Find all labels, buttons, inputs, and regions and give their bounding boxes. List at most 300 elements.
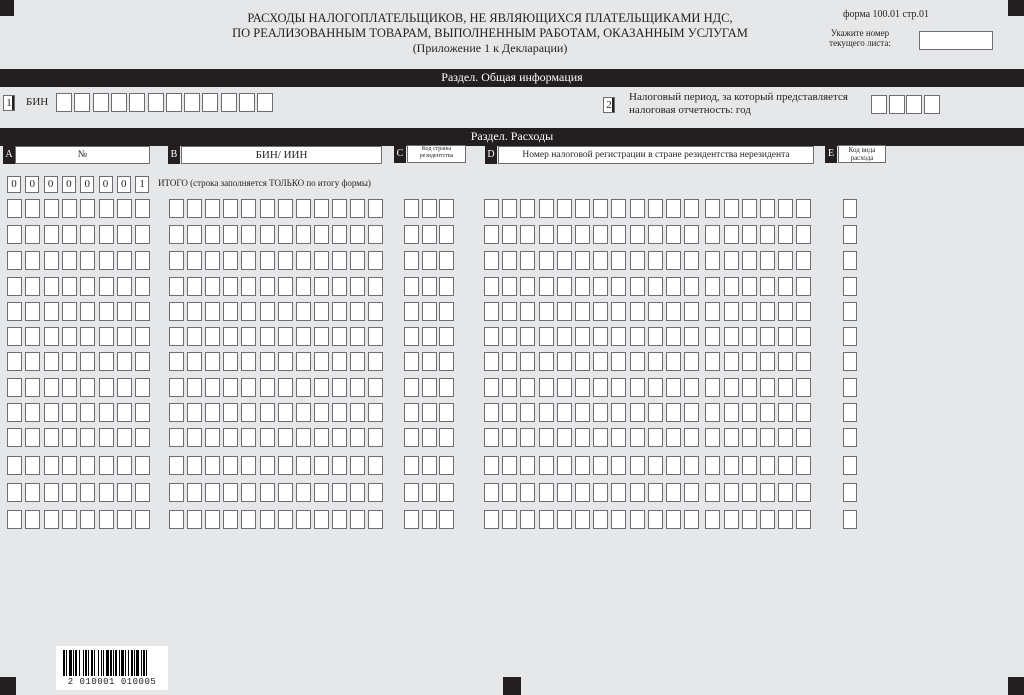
tax-reg-number-cell[interactable] bbox=[575, 277, 590, 296]
tax-reg-number-cell[interactable] bbox=[796, 327, 811, 346]
tax-reg-number-cell[interactable] bbox=[557, 251, 572, 270]
tax-reg-number-cell[interactable] bbox=[520, 302, 535, 321]
tax-reg-number-cell[interactable] bbox=[796, 510, 811, 529]
country-code-cell[interactable] bbox=[422, 483, 437, 502]
bin-iin-cell[interactable] bbox=[368, 327, 383, 346]
tax-reg-number-cell[interactable] bbox=[796, 403, 811, 422]
row-number-cell[interactable] bbox=[80, 403, 95, 422]
bin-iin-cell[interactable] bbox=[187, 403, 202, 422]
row-number-cell[interactable] bbox=[62, 199, 77, 218]
country-code-cell[interactable] bbox=[439, 277, 454, 296]
tax-reg-number-cell[interactable] bbox=[705, 251, 720, 270]
bin-iin-cell[interactable] bbox=[223, 277, 238, 296]
tax-reg-number-cell[interactable] bbox=[630, 199, 645, 218]
expense-type-cell[interactable] bbox=[843, 277, 857, 296]
bin-iin-cell[interactable] bbox=[368, 403, 383, 422]
bin-digit-cell[interactable] bbox=[239, 93, 255, 112]
row-number-cell[interactable] bbox=[7, 510, 22, 529]
tax-reg-number-cell[interactable] bbox=[557, 378, 572, 397]
row-number-cell[interactable] bbox=[62, 456, 77, 475]
country-code-cell[interactable] bbox=[422, 302, 437, 321]
bin-iin-cell[interactable] bbox=[278, 428, 293, 447]
tax-reg-number-cell[interactable] bbox=[648, 428, 663, 447]
bin-iin-cell[interactable] bbox=[332, 352, 347, 371]
tax-reg-number-cell[interactable] bbox=[666, 225, 681, 244]
bin-iin-cell[interactable] bbox=[260, 428, 275, 447]
row-number-cell[interactable] bbox=[80, 199, 95, 218]
tax-reg-number-cell[interactable] bbox=[575, 199, 590, 218]
bin-iin-cell[interactable] bbox=[223, 251, 238, 270]
tax-reg-number-cell[interactable] bbox=[724, 277, 739, 296]
tax-reg-number-cell[interactable] bbox=[778, 428, 793, 447]
tax-reg-number-cell[interactable] bbox=[724, 225, 739, 244]
country-code-cell[interactable] bbox=[439, 403, 454, 422]
row-number-cell[interactable] bbox=[62, 352, 77, 371]
tax-reg-number-cell[interactable] bbox=[724, 327, 739, 346]
country-code-cell[interactable] bbox=[422, 428, 437, 447]
tax-reg-number-cell[interactable] bbox=[593, 225, 608, 244]
country-code-cell[interactable] bbox=[422, 277, 437, 296]
row-number-cell[interactable] bbox=[62, 225, 77, 244]
row-number-cell[interactable] bbox=[135, 456, 150, 475]
tax-reg-number-cell[interactable] bbox=[778, 403, 793, 422]
tax-reg-number-cell[interactable] bbox=[502, 403, 517, 422]
bin-iin-cell[interactable] bbox=[332, 378, 347, 397]
bin-iin-cell[interactable] bbox=[314, 225, 329, 244]
tax-reg-number-cell[interactable] bbox=[760, 199, 775, 218]
tax-reg-number-cell[interactable] bbox=[705, 428, 720, 447]
bin-iin-cell[interactable] bbox=[241, 302, 256, 321]
tax-reg-number-cell[interactable] bbox=[796, 225, 811, 244]
row-number-cell[interactable] bbox=[135, 277, 150, 296]
tax-reg-number-cell[interactable] bbox=[484, 225, 499, 244]
sheet-number-input[interactable] bbox=[919, 31, 993, 50]
expense-type-cell[interactable] bbox=[843, 428, 857, 447]
tax-reg-number-cell[interactable] bbox=[778, 378, 793, 397]
row-number-cell[interactable] bbox=[80, 302, 95, 321]
country-code-cell[interactable] bbox=[422, 199, 437, 218]
tax-reg-number-cell[interactable] bbox=[539, 456, 554, 475]
row-number-cell[interactable] bbox=[99, 483, 114, 502]
tax-reg-number-cell[interactable] bbox=[557, 428, 572, 447]
bin-iin-cell[interactable] bbox=[296, 403, 311, 422]
tax-reg-number-cell[interactable] bbox=[742, 302, 757, 321]
expense-type-cell[interactable] bbox=[843, 483, 857, 502]
tax-reg-number-cell[interactable] bbox=[796, 352, 811, 371]
tax-reg-number-cell[interactable] bbox=[557, 483, 572, 502]
row-number-cell[interactable] bbox=[7, 225, 22, 244]
bin-digit-cell[interactable] bbox=[166, 93, 182, 112]
tax-reg-number-cell[interactable] bbox=[648, 251, 663, 270]
tax-reg-number-cell[interactable] bbox=[520, 199, 535, 218]
tax-reg-number-cell[interactable] bbox=[684, 403, 699, 422]
tax-reg-number-cell[interactable] bbox=[666, 483, 681, 502]
tax-reg-number-cell[interactable] bbox=[684, 483, 699, 502]
tax-reg-number-cell[interactable] bbox=[575, 327, 590, 346]
tax-reg-number-cell[interactable] bbox=[724, 428, 739, 447]
tax-reg-number-cell[interactable] bbox=[666, 251, 681, 270]
bin-iin-cell[interactable] bbox=[205, 510, 220, 529]
row-number-cell[interactable] bbox=[7, 327, 22, 346]
tax-reg-number-cell[interactable] bbox=[630, 352, 645, 371]
row-number-cell[interactable] bbox=[117, 510, 132, 529]
bin-iin-cell[interactable] bbox=[278, 456, 293, 475]
bin-digit-cell[interactable] bbox=[56, 93, 72, 112]
tax-reg-number-cell[interactable] bbox=[666, 327, 681, 346]
tax-reg-number-cell[interactable] bbox=[648, 510, 663, 529]
bin-iin-cell[interactable] bbox=[223, 378, 238, 397]
row-number-cell[interactable] bbox=[117, 456, 132, 475]
bin-iin-cell[interactable] bbox=[187, 456, 202, 475]
tax-reg-number-cell[interactable] bbox=[575, 378, 590, 397]
country-code-cell[interactable] bbox=[404, 428, 419, 447]
tax-reg-number-cell[interactable] bbox=[724, 378, 739, 397]
tax-reg-number-cell[interactable] bbox=[684, 302, 699, 321]
bin-iin-cell[interactable] bbox=[278, 277, 293, 296]
tax-reg-number-cell[interactable] bbox=[630, 277, 645, 296]
bin-iin-cell[interactable] bbox=[296, 225, 311, 244]
bin-iin-cell[interactable] bbox=[332, 483, 347, 502]
tax-reg-number-cell[interactable] bbox=[611, 327, 626, 346]
country-code-cell[interactable] bbox=[404, 327, 419, 346]
bin-iin-cell[interactable] bbox=[169, 403, 184, 422]
tax-reg-number-cell[interactable] bbox=[557, 277, 572, 296]
bin-iin-cell[interactable] bbox=[169, 456, 184, 475]
row-number-cell[interactable] bbox=[99, 428, 114, 447]
tax-reg-number-cell[interactable] bbox=[611, 277, 626, 296]
tax-reg-number-cell[interactable] bbox=[593, 352, 608, 371]
bin-iin-cell[interactable] bbox=[241, 327, 256, 346]
tax-reg-number-cell[interactable] bbox=[539, 403, 554, 422]
bin-iin-cell[interactable] bbox=[260, 456, 275, 475]
bin-iin-cell[interactable] bbox=[368, 277, 383, 296]
bin-iin-cell[interactable] bbox=[296, 302, 311, 321]
bin-iin-cell[interactable] bbox=[278, 378, 293, 397]
row-number-cell[interactable] bbox=[80, 483, 95, 502]
tax-reg-number-cell[interactable] bbox=[502, 483, 517, 502]
tax-reg-number-cell[interactable] bbox=[630, 510, 645, 529]
bin-iin-cell[interactable] bbox=[205, 199, 220, 218]
bin-iin-cell[interactable] bbox=[278, 352, 293, 371]
bin-iin-cell[interactable] bbox=[332, 199, 347, 218]
tax-reg-number-cell[interactable] bbox=[630, 327, 645, 346]
tax-reg-number-cell[interactable] bbox=[539, 510, 554, 529]
tax-reg-number-cell[interactable] bbox=[539, 352, 554, 371]
tax-reg-number-cell[interactable] bbox=[502, 378, 517, 397]
bin-iin-cell[interactable] bbox=[332, 302, 347, 321]
bin-iin-cell[interactable] bbox=[278, 510, 293, 529]
bin-iin-cell[interactable] bbox=[205, 403, 220, 422]
bin-iin-cell[interactable] bbox=[296, 428, 311, 447]
tax-reg-number-cell[interactable] bbox=[796, 199, 811, 218]
tax-reg-number-cell[interactable] bbox=[611, 428, 626, 447]
tax-reg-number-cell[interactable] bbox=[575, 428, 590, 447]
bin-iin-cell[interactable] bbox=[332, 403, 347, 422]
country-code-cell[interactable] bbox=[404, 225, 419, 244]
bin-iin-cell[interactable] bbox=[368, 199, 383, 218]
bin-iin-cell[interactable] bbox=[260, 378, 275, 397]
bin-iin-cell[interactable] bbox=[296, 352, 311, 371]
bin-digit-cell[interactable] bbox=[111, 93, 127, 112]
bin-iin-cell[interactable] bbox=[278, 302, 293, 321]
row-number-cell[interactable] bbox=[7, 378, 22, 397]
tax-reg-number-cell[interactable] bbox=[648, 378, 663, 397]
tax-reg-number-cell[interactable] bbox=[778, 199, 793, 218]
row-number-cell[interactable] bbox=[25, 199, 40, 218]
bin-iin-cell[interactable] bbox=[368, 456, 383, 475]
bin-iin-cell[interactable] bbox=[205, 327, 220, 346]
tax-reg-number-cell[interactable] bbox=[724, 483, 739, 502]
row-number-cell[interactable] bbox=[80, 352, 95, 371]
year-input[interactable] bbox=[871, 95, 943, 115]
row-number-cell[interactable] bbox=[25, 251, 40, 270]
bin-iin-cell[interactable] bbox=[314, 483, 329, 502]
tax-reg-number-cell[interactable] bbox=[796, 277, 811, 296]
tax-reg-number-cell[interactable] bbox=[539, 225, 554, 244]
bin-iin-cell[interactable] bbox=[296, 327, 311, 346]
bin-iin-cell[interactable] bbox=[187, 510, 202, 529]
expense-type-cell[interactable] bbox=[843, 225, 857, 244]
tax-reg-number-cell[interactable] bbox=[742, 510, 757, 529]
row-number-cell[interactable] bbox=[25, 225, 40, 244]
row-number-cell[interactable] bbox=[25, 352, 40, 371]
tax-reg-number-cell[interactable] bbox=[648, 456, 663, 475]
row-number-cell[interactable] bbox=[135, 403, 150, 422]
row-number-cell[interactable] bbox=[44, 456, 59, 475]
row-number-cell[interactable] bbox=[44, 225, 59, 244]
tax-reg-number-cell[interactable] bbox=[539, 277, 554, 296]
tax-reg-number-cell[interactable] bbox=[684, 225, 699, 244]
bin-iin-cell[interactable] bbox=[368, 428, 383, 447]
tax-reg-number-cell[interactable] bbox=[520, 251, 535, 270]
bin-iin-cell[interactable] bbox=[296, 199, 311, 218]
tax-reg-number-cell[interactable] bbox=[557, 510, 572, 529]
row-number-cell[interactable] bbox=[117, 225, 132, 244]
tax-reg-number-cell[interactable] bbox=[684, 199, 699, 218]
bin-iin-cell[interactable] bbox=[223, 327, 238, 346]
bin-digit-cell[interactable] bbox=[148, 93, 164, 112]
country-code-cell[interactable] bbox=[439, 327, 454, 346]
tax-reg-number-cell[interactable] bbox=[557, 225, 572, 244]
country-code-cell[interactable] bbox=[439, 302, 454, 321]
tax-reg-number-cell[interactable] bbox=[593, 251, 608, 270]
row-number-cell[interactable] bbox=[7, 483, 22, 502]
row-number-cell[interactable] bbox=[135, 428, 150, 447]
bin-iin-cell[interactable] bbox=[368, 352, 383, 371]
bin-iin-cell[interactable] bbox=[260, 302, 275, 321]
tax-reg-number-cell[interactable] bbox=[684, 352, 699, 371]
row-number-cell[interactable] bbox=[44, 251, 59, 270]
row-number-cell[interactable] bbox=[117, 199, 132, 218]
country-code-cell[interactable] bbox=[422, 251, 437, 270]
tax-reg-number-cell[interactable] bbox=[684, 510, 699, 529]
tax-reg-number-cell[interactable] bbox=[520, 327, 535, 346]
tax-reg-number-cell[interactable] bbox=[502, 277, 517, 296]
tax-reg-number-cell[interactable] bbox=[539, 327, 554, 346]
bin-iin-cell[interactable] bbox=[350, 510, 365, 529]
bin-iin-cell[interactable] bbox=[368, 483, 383, 502]
row-number-cell[interactable] bbox=[80, 378, 95, 397]
tax-reg-number-cell[interactable] bbox=[630, 225, 645, 244]
bin-iin-cell[interactable] bbox=[314, 456, 329, 475]
country-code-cell[interactable] bbox=[404, 510, 419, 529]
row-number-cell[interactable] bbox=[44, 302, 59, 321]
bin-iin-cell[interactable] bbox=[314, 302, 329, 321]
bin-iin-cell[interactable] bbox=[223, 225, 238, 244]
row-number-cell[interactable] bbox=[135, 327, 150, 346]
bin-iin-cell[interactable] bbox=[223, 483, 238, 502]
bin-iin-cell[interactable] bbox=[205, 225, 220, 244]
tax-reg-number-cell[interactable] bbox=[484, 251, 499, 270]
row-number-cell[interactable] bbox=[62, 251, 77, 270]
bin-iin-cell[interactable] bbox=[241, 251, 256, 270]
tax-reg-number-cell[interactable] bbox=[593, 378, 608, 397]
bin-iin-cell[interactable] bbox=[223, 403, 238, 422]
bin-iin-cell[interactable] bbox=[205, 378, 220, 397]
tax-reg-number-cell[interactable] bbox=[520, 456, 535, 475]
bin-iin-cell[interactable] bbox=[332, 456, 347, 475]
bin-iin-cell[interactable] bbox=[260, 510, 275, 529]
bin-iin-cell[interactable] bbox=[241, 456, 256, 475]
tax-reg-number-cell[interactable] bbox=[575, 510, 590, 529]
tax-reg-number-cell[interactable] bbox=[705, 352, 720, 371]
country-code-cell[interactable] bbox=[439, 225, 454, 244]
tax-reg-number-cell[interactable] bbox=[760, 428, 775, 447]
row-number-cell[interactable] bbox=[25, 403, 40, 422]
bin-iin-cell[interactable] bbox=[241, 225, 256, 244]
tax-reg-number-cell[interactable] bbox=[484, 352, 499, 371]
tax-reg-number-cell[interactable] bbox=[539, 199, 554, 218]
bin-iin-cell[interactable] bbox=[350, 378, 365, 397]
bin-iin-cell[interactable] bbox=[241, 428, 256, 447]
tax-reg-number-cell[interactable] bbox=[630, 251, 645, 270]
row-number-cell[interactable] bbox=[44, 352, 59, 371]
bin-iin-cell[interactable] bbox=[350, 199, 365, 218]
tax-reg-number-cell[interactable] bbox=[684, 428, 699, 447]
bin-iin-cell[interactable] bbox=[223, 302, 238, 321]
expense-type-cell[interactable] bbox=[843, 199, 857, 218]
tax-reg-number-cell[interactable] bbox=[778, 251, 793, 270]
tax-reg-number-cell[interactable] bbox=[593, 302, 608, 321]
bin-iin-cell[interactable] bbox=[278, 225, 293, 244]
tax-reg-number-cell[interactable] bbox=[648, 352, 663, 371]
tax-reg-number-cell[interactable] bbox=[648, 302, 663, 321]
tax-reg-number-cell[interactable] bbox=[648, 225, 663, 244]
row-number-cell[interactable] bbox=[62, 327, 77, 346]
tax-reg-number-cell[interactable] bbox=[502, 456, 517, 475]
country-code-cell[interactable] bbox=[404, 378, 419, 397]
row-number-cell[interactable] bbox=[99, 199, 114, 218]
tax-reg-number-cell[interactable] bbox=[611, 199, 626, 218]
year-digit-cell[interactable] bbox=[889, 95, 905, 114]
tax-reg-number-cell[interactable] bbox=[796, 251, 811, 270]
tax-reg-number-cell[interactable] bbox=[575, 352, 590, 371]
bin-iin-cell[interactable] bbox=[350, 456, 365, 475]
row-number-cell[interactable] bbox=[62, 403, 77, 422]
tax-reg-number-cell[interactable] bbox=[630, 403, 645, 422]
tax-reg-number-cell[interactable] bbox=[742, 327, 757, 346]
country-code-cell[interactable] bbox=[439, 483, 454, 502]
row-number-cell[interactable] bbox=[117, 251, 132, 270]
tax-reg-number-cell[interactable] bbox=[742, 199, 757, 218]
tax-reg-number-cell[interactable] bbox=[684, 378, 699, 397]
bin-iin-cell[interactable] bbox=[278, 327, 293, 346]
row-number-cell[interactable] bbox=[80, 277, 95, 296]
tax-reg-number-cell[interactable] bbox=[705, 327, 720, 346]
bin-iin-cell[interactable] bbox=[278, 199, 293, 218]
bin-iin-cell[interactable] bbox=[169, 483, 184, 502]
bin-iin-cell[interactable] bbox=[169, 378, 184, 397]
bin-iin-cell[interactable] bbox=[368, 251, 383, 270]
tax-reg-number-cell[interactable] bbox=[575, 251, 590, 270]
row-number-cell[interactable] bbox=[44, 277, 59, 296]
row-number-cell[interactable] bbox=[7, 428, 22, 447]
bin-iin-cell[interactable] bbox=[296, 510, 311, 529]
row-number-cell[interactable] bbox=[80, 428, 95, 447]
row-number-cell[interactable] bbox=[44, 378, 59, 397]
row-number-cell[interactable] bbox=[80, 225, 95, 244]
row-number-cell[interactable] bbox=[135, 352, 150, 371]
bin-iin-cell[interactable] bbox=[187, 483, 202, 502]
tax-reg-number-cell[interactable] bbox=[575, 225, 590, 244]
tax-reg-number-cell[interactable] bbox=[520, 483, 535, 502]
tax-reg-number-cell[interactable] bbox=[760, 378, 775, 397]
row-number-cell[interactable] bbox=[7, 199, 22, 218]
country-code-cell[interactable] bbox=[404, 277, 419, 296]
tax-reg-number-cell[interactable] bbox=[742, 277, 757, 296]
tax-reg-number-cell[interactable] bbox=[611, 225, 626, 244]
expense-type-cell[interactable] bbox=[843, 302, 857, 321]
tax-reg-number-cell[interactable] bbox=[593, 456, 608, 475]
row-number-cell[interactable] bbox=[80, 510, 95, 529]
tax-reg-number-cell[interactable] bbox=[520, 510, 535, 529]
row-number-cell[interactable] bbox=[135, 510, 150, 529]
tax-reg-number-cell[interactable] bbox=[724, 251, 739, 270]
bin-iin-cell[interactable] bbox=[187, 352, 202, 371]
bin-iin-cell[interactable] bbox=[187, 327, 202, 346]
tax-reg-number-cell[interactable] bbox=[778, 277, 793, 296]
bin-iin-cell[interactable] bbox=[368, 510, 383, 529]
bin-iin-cell[interactable] bbox=[314, 327, 329, 346]
tax-reg-number-cell[interactable] bbox=[705, 483, 720, 502]
bin-iin-cell[interactable] bbox=[241, 510, 256, 529]
row-number-cell[interactable] bbox=[25, 456, 40, 475]
country-code-cell[interactable] bbox=[404, 302, 419, 321]
bin-iin-cell[interactable] bbox=[368, 302, 383, 321]
row-number-cell[interactable] bbox=[99, 327, 114, 346]
tax-reg-number-cell[interactable] bbox=[484, 456, 499, 475]
tax-reg-number-cell[interactable] bbox=[539, 302, 554, 321]
tax-reg-number-cell[interactable] bbox=[760, 225, 775, 244]
tax-reg-number-cell[interactable] bbox=[778, 456, 793, 475]
tax-reg-number-cell[interactable] bbox=[666, 302, 681, 321]
tax-reg-number-cell[interactable] bbox=[611, 378, 626, 397]
tax-reg-number-cell[interactable] bbox=[666, 403, 681, 422]
tax-reg-number-cell[interactable] bbox=[484, 483, 499, 502]
bin-input[interactable] bbox=[56, 93, 276, 113]
bin-iin-cell[interactable] bbox=[278, 483, 293, 502]
tax-reg-number-cell[interactable] bbox=[630, 428, 645, 447]
tax-reg-number-cell[interactable] bbox=[593, 428, 608, 447]
row-number-cell[interactable] bbox=[99, 378, 114, 397]
tax-reg-number-cell[interactable] bbox=[520, 277, 535, 296]
bin-iin-cell[interactable] bbox=[169, 510, 184, 529]
bin-iin-cell[interactable] bbox=[260, 327, 275, 346]
bin-iin-cell[interactable] bbox=[332, 277, 347, 296]
bin-iin-cell[interactable] bbox=[241, 352, 256, 371]
tax-reg-number-cell[interactable] bbox=[557, 352, 572, 371]
bin-iin-cell[interactable] bbox=[314, 199, 329, 218]
